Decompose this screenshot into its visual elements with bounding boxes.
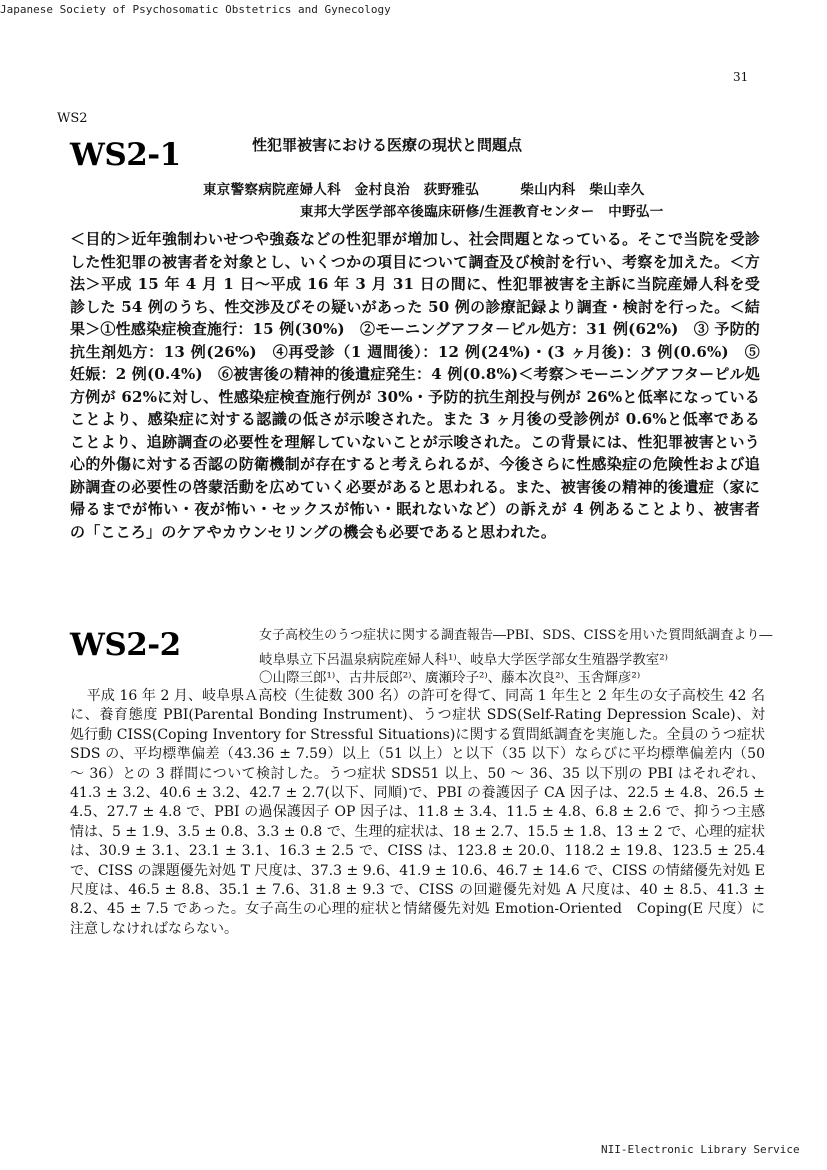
paper-1-title: 性犯罪被害における医療の現状と問題点 xyxy=(252,136,523,154)
paper-1-authors-line-1: 東京警察病院産婦人科 金村良治 荻野雅弘 柴山内科 柴山幸久 xyxy=(203,182,645,198)
paper-1-id: WS2-1 xyxy=(70,137,181,173)
page-number: 31 xyxy=(733,70,749,84)
paper-2-id: WS2-2 xyxy=(70,627,181,663)
society-header: Japanese Society of Psychosomatic Obstetrics and Gynecology xyxy=(0,3,391,16)
section-label: WS2 xyxy=(57,111,88,126)
paper-1-authors-line-2: 東邦大学医学部卒後臨床研修/生涯教育センター 中野弘一 xyxy=(300,204,664,220)
paper-2-title: 女子高校生のうつ症状に関する調査報告―PBI、SDS、CISSを用いた質問紙調査より― xyxy=(259,628,773,643)
paper-1-abstract: ＜目的＞近年強制わいせつや強姦などの性犯罪が増加し、社会問題となっている。そこで当院を受診した性犯罪の被害者を対象とし、いくつかの項目について調査及び検討を行い、考察を加えた。＜方法＞平成 15 年 4 月 1 日〜平成 16 年 3 月 31 日の間に、性犯罪被害を主訴に当院産婦人科を受診した 54 例のうち、性交渉及びその疑いがあった 50 例の診療記録より調査・検討を行った。＜結果＞①性感染症検査施行：15 例(30%) ②モーニングアフタ－ピル処方：31 例(62%) ③ 予防的抗生剤処方：13 例(26%) ④再受診（1 週間後）：12 例(24%)・(3 ヶ月後)：3 例(0.6%) ⑤妊娠：2 例(0.4%) ⑥被害後の精神的後遺症発生：4 例(0.8%)＜考察＞モーニングアフターピル処方例が 62%に対し、性感染症検査施行例が 30%・予防的抗生剤投与例が 26%と低率になっていることより、感染症に対する認識の低さが示唆された。また 3 ヶ月後の受診例が 0.6%と低率であることより、追跡調査の必要性を理解していないことが示唆された。この背景には、性犯罪被害という心的外傷に対する否認の防衛機制が存在すると考えられるが、今後さらに性感染症の危険性および追跡調査の必要性の啓蒙活動を広めていく必要があると思われる。また、被害後の精神的後遺症（家に帰るまでが怖い・夜が怖い・セックスが怖い・眠れないなど）の訴えが 4 例あることより、被害者の「こころ」のケアやカウンセリングの機会も必要であると思われた。 xyxy=(70,230,760,541)
paper-2-abstract: 平成 16 年 2 月、岐阜県Ａ高校（生徒数 300 名）の許可を得て、同高 1 年生と 2 年生の女子高校生 42 名に、養育態度 PBI(Parental Bonding Instrument)、うつ症状 SDS(Self-Rating Depression Scale)、対処行動 CISS(Coping Inventory for Stressful Situations)に関する質問紙調査を実施した。全員のうつ症状 SDS の、平均標準偏差（43.36 ± 7.59）以上（51 以上）と以下（35 以下）ならびに平均標準偏差内（50 〜 36）との 3 群間について検討した。うつ症状 SDS51 以上、50 〜 36、35 以下別の PBI はそれぞれ、41.3 ± 3.2、40.6 ± 3.2、42.7 ± 2.7(以下、同順)で、PBI の養護因子 CA 因子は、22.5 ± 4.8、26.5 ± 4.5、27.7 ± 4.8 で、PBI の過保護因子 OP 因子は、11.8 ± 3.4、11.5 ± 4.8、6.8 ± 2.6 で、抑うつ主感情は、5 ± 1.9、3.5 ± 0.8、3.3 ± 0.8 で、生理的症状は、18 ± 2.7、15.5 ± 1.8、13 ± 2 で、心理的症状は、30.9 ± 3.1、23.1 ± 3.1、16.3 ± 2.5 で、CISS は、123.8 ± 20.0、118.2 ± 19.8、123.5 ± 25.4 で、CISS の課題優先対処 T 尺度は、37.3 ± 9.6、41.9 ± 10.6、46.7 ± 14.6 で、CISS の情緒優先対処 E 尺度は、46.5 ± 8.8、35.1 ± 7.6、31.8 ± 9.3 で、CISS の回避優先対処 A 尺度は、40 ± 8.5、41.3 ± 8.2、45 ± 7.5 であった。女子高生の心理的症状と情緒優先対処 Emotion-Oriented Coping(E 尺度）に注意しなければならない。 xyxy=(70,688,765,937)
paper-2-affiliations: 岐阜県立下呂温泉病院産婦人科¹⁾、岐阜大学医学部女生殖器学教室²⁾ xyxy=(259,652,668,668)
paper-2-authors: 〇山際三郎¹⁾、古井辰郎²⁾、廣瀬玲子²⁾、藤本次良²⁾、玉舎輝彦²⁾ xyxy=(259,670,641,686)
footer-service: NII-Electronic Library Service xyxy=(601,1143,800,1156)
